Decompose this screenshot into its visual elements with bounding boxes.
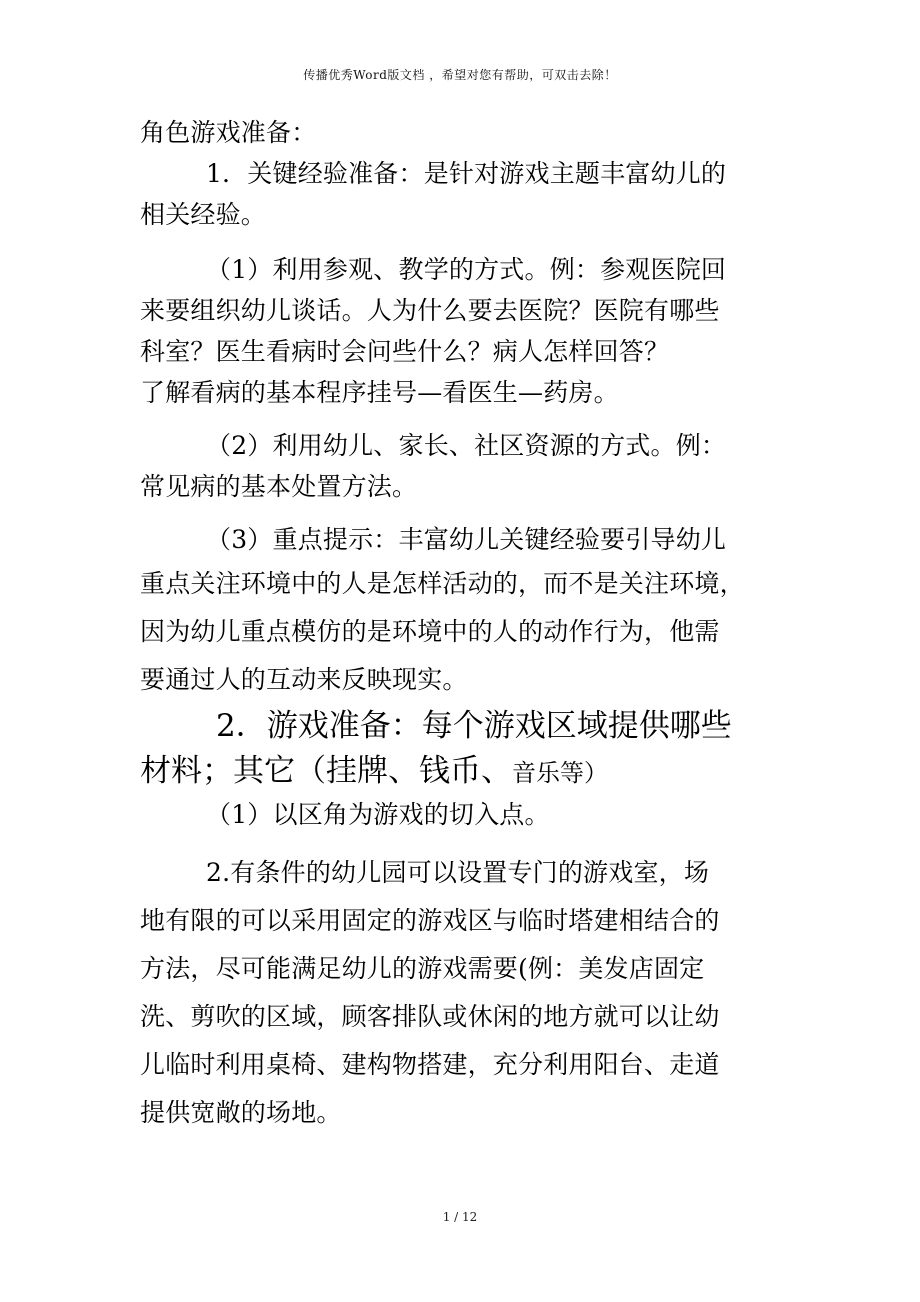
- paragraph-line: 1．关键经验准备：是针对游戏主题丰富幼儿的: [206, 159, 727, 188]
- paragraph-line: 提供宽敞的场地。: [140, 1098, 342, 1127]
- paragraph-line: 来要组织幼儿谈话。人为什么要去医院？医院有哪些: [140, 296, 720, 325]
- paragraph-line: （3）重点提示：丰富幼儿关键经验要引导幼儿: [206, 525, 727, 554]
- page-header-note: 传播优秀Word版文档 ，希望对您有帮助，可双击去除！: [303, 68, 617, 82]
- paragraph-line: 重点关注环境中的人是怎样活动的，而不是关注环境，: [140, 569, 745, 598]
- section-heading: 角色游戏准备：: [140, 118, 317, 147]
- paragraph-line: 洗、剪吹的区域，顾客排队或休闲的地方就可以让幼: [140, 1002, 720, 1031]
- document-body: [140, 112, 790, 1137]
- paragraph-line: 2.有条件的幼儿园可以设置专门的游戏室，场: [206, 858, 710, 887]
- paragraph-line: 常见病的基本处置方法。: [140, 472, 418, 501]
- subsection-text: 材料；其它（挂牌、钱币、: [140, 753, 512, 789]
- paragraph-line: 方法，尽可能满足幼儿的游戏需要(例：美发店固定: [140, 954, 705, 983]
- paragraph-line: 因为幼儿重点模仿的是环境中的人的动作行为，他需: [140, 617, 720, 646]
- paragraph-line: （2）利用幼儿、家长、社区资源的方式。例：: [206, 431, 727, 460]
- paragraph-line: 要通过人的互动来反映现实。: [140, 665, 468, 694]
- paragraph-line: 相关经验。: [140, 200, 267, 229]
- subsection-heading: 2．游戏准备：每个游戏区域提供哪些: [216, 708, 732, 744]
- paragraph-line: 儿临时利用桌椅、建构物搭建，充分利用阳台、走道: [140, 1050, 720, 1079]
- paragraph-line: （1）利用参观、教学的方式。例：参观医院回: [206, 255, 727, 284]
- paragraph-line: 了解看病的基本程序挂号—看医生—药房。: [140, 378, 619, 407]
- subsection-heading-line: [140, 749, 790, 794]
- subsection-text-small: 音乐等）: [512, 759, 608, 787]
- paragraph-line: （1）以区角为游戏的切入点。: [206, 800, 550, 829]
- paragraph-line: 地有限的可以采用固定的游戏区与临时塔建相结合的: [140, 906, 720, 935]
- page-number: 1 / 12: [442, 1210, 478, 1224]
- paragraph-line: 科室？医生看病时会问些什么？病人怎样回答？: [140, 337, 670, 366]
